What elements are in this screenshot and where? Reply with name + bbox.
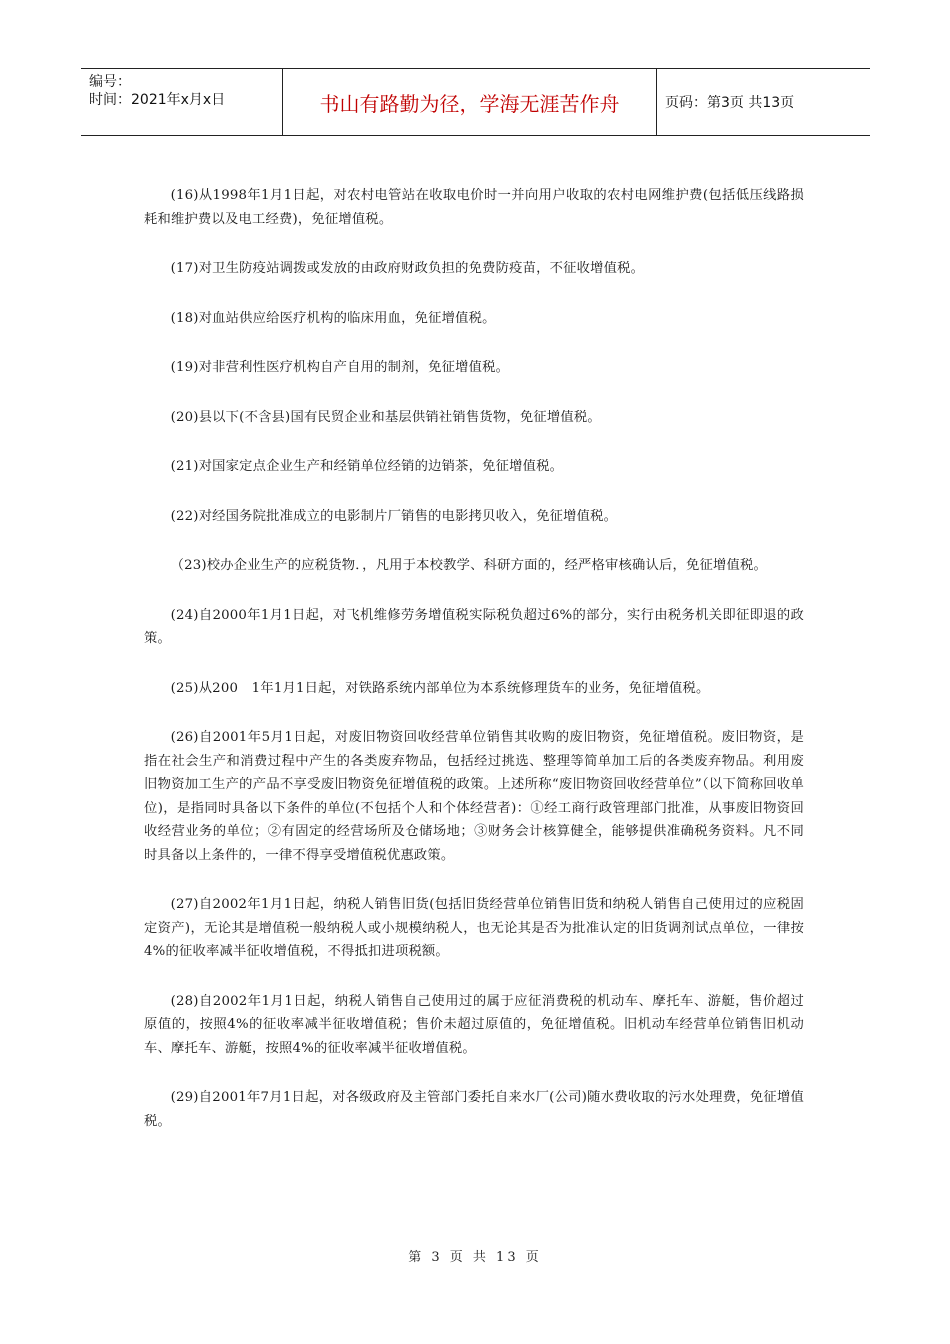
header-page-info: 页码：第3页 共13页: [665, 95, 795, 111]
paragraph-22: (22)对经国务院批准成立的电影制片厂销售的电影拷贝收入，免征增值税。: [170, 508, 618, 524]
page-footer: 第 3 页 共 13 页: [408, 1250, 542, 1265]
paragraph-20: (20)县以下(不含县)国有民贸企业和基层供销社销售货物，免征增值税。: [170, 409, 601, 425]
header-divider-right: [656, 69, 657, 135]
paragraph-24: (24)自2000年1月1日起，对飞机维修劳务增值税实际税负超过6%的部分，实行由税务机关即征即退的政策。: [144, 607, 804, 646]
paragraph-16: (16)从1998年1月1日起，对农村电管站在收取电价时一并向用户收取的农村电网维护费(包括低压线路损耗和维护费以及电工经费)，免征增值税。: [144, 188, 804, 227]
document-number-label: 编号：: [89, 74, 131, 90]
paragraph-25: (25)从200 1年1月1日起，对铁路系统内部单位为本系统修理货车的业务，免征增值税。: [170, 680, 710, 696]
paragraph-28: (28)自2002年1月1日起，纳税人销售自己使用过的属于应征消费税的机动车、摩托车、游艇，售价超过原值的，按照4%的征收率减半征收增值税；售价未超过原值的，免征增值税。旧机动车经营单位销售旧机动车、摩托车、游艇，按照4%的征收率减半征收增值税。: [144, 993, 804, 1056]
paragraph-19: (19)对非营利性医疗机构自产自用的制剂，免征增值税。: [170, 360, 510, 375]
paragraph-27: (27)自2002年1月1日起，纳税人销售旧货(包括旧货经营单位销售旧货和纳税人销售自己使用过的应税固定资产)，无论其是增值税一般纳税人或小规模纳税人，也无论其是否为批准认定的旧货调剂试点单位，一律按4%的征收率减半征收增值税，不得抵扣进项税额。: [144, 897, 804, 959]
paragraph-21: (21)对国家定点企业生产和经销单位经销的边销茶，免征增值税。: [170, 459, 564, 474]
page-header: [81, 68, 870, 136]
paragraph-29: (29)自2001年7月1日起，对各级政府及主管部门委托自来水厂(公司)随水费收取的污水处理费，免征增值税。: [144, 1090, 804, 1129]
header-motto: 书山有路勤为径，学海无涯苦作舟: [319, 91, 620, 116]
paragraph-26: (26)自2001年5月1日起，对废旧物资回收经营单位销售其收购的废旧物资，免征增值税。废旧物资，是指在社会生产和消费过程中产生的各类废弃物品，包括经过挑选、整理等简单加工后的各类废弃物品。利用废旧物资加工生产的产品不享受废旧物资免征增值税的政策。上述所称“废旧物资回收经营单位”（以下简称回收单位)，是指同时具备以下条件的单位(不包括个人和个体经营者)：①经工商行政管理部门批准，从事废旧物资回收经营业务的单位；②有固定的经营场所及仓储场地；③财务会计核算健全，能够提供准确税务资料。凡不同时具备以上条件的，一律不得享受增值税优惠政策。: [144, 730, 804, 863]
header-meta: [89, 73, 225, 109]
paragraph-23: （23)校办企业生产的应税货物．，凡用于本校教学、科研方面的，经严格审核确认后，免征增值税。: [170, 558, 768, 573]
paragraph-18: (18)对血站供应给医疗机构的临床用血，免征增值税。: [170, 310, 496, 326]
document-time-label: 时间：2021年x月x日: [89, 92, 226, 108]
paragraph-17: (17)对卫生防疫站调拨或发放的由政府财政负担的免费防疫苗，不征收增值税。: [170, 261, 645, 276]
document-body: [144, 184, 804, 1159]
